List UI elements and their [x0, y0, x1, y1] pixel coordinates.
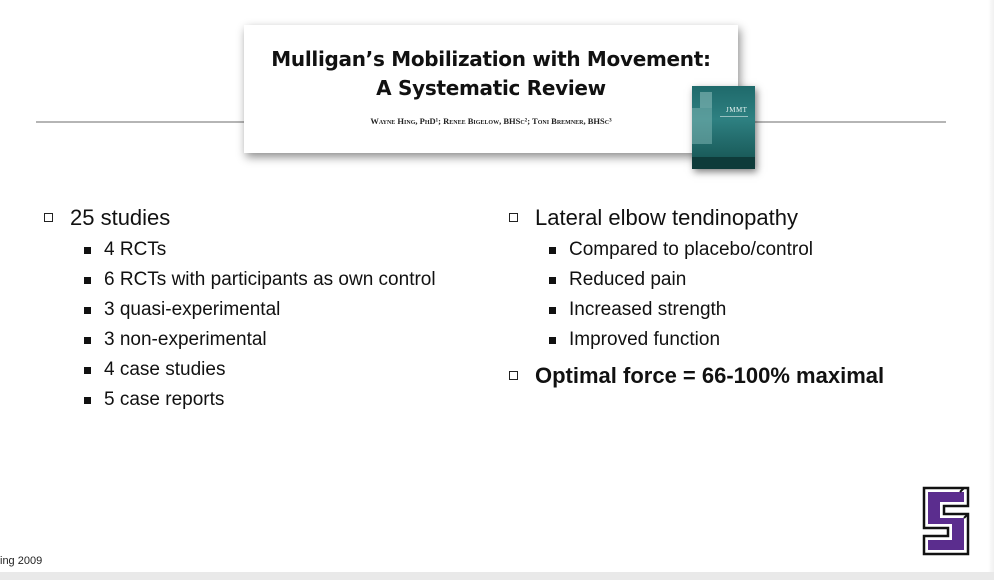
list-item: [507, 295, 884, 325]
filled-square-bullet-icon: [549, 307, 556, 314]
filled-square-bullet-icon: [84, 367, 91, 374]
sub-bullet-list: [507, 235, 884, 355]
list-item-text: Improved function: [569, 329, 721, 350]
filled-square-bullet-icon: [84, 277, 91, 284]
hollow-square-bullet-icon: [509, 371, 518, 380]
list-item: [507, 265, 884, 295]
journal-name: JMMT: [726, 106, 748, 114]
slide-edge-shadow: [988, 0, 994, 572]
highlight-bullet: [507, 361, 884, 391]
filled-square-bullet-icon: [84, 337, 91, 344]
paper-title-line-1: Mulligan’s Mobilization with Movement:: [271, 47, 711, 71]
list-item-text: 6 RCTs with participants as own control: [104, 269, 436, 290]
filled-square-bullet-icon: [549, 277, 556, 284]
list-item-text: Reduced pain: [569, 269, 687, 290]
hollow-square-bullet-icon: [509, 213, 518, 222]
list-item-text: 5 case reports: [104, 389, 225, 410]
cover-decoration: [692, 108, 712, 144]
filled-square-bullet-icon: [84, 247, 91, 254]
main-bullet-text: 25 studies: [70, 205, 171, 230]
cover-band: [692, 157, 755, 169]
paper-authors: Wayne Hing, PhD¹; Renee Bigelow, BHSc²; Toni Bremner, BHSc³: [370, 116, 612, 126]
list-item-text: 3 non-experimental: [104, 329, 267, 350]
main-bullet: [42, 203, 436, 233]
cover-decoration: [700, 92, 712, 108]
filled-square-bullet-icon: [549, 247, 556, 254]
main-bullet: [507, 203, 884, 233]
left-column: [42, 203, 436, 415]
s-shield-logo-icon: [918, 484, 974, 558]
list-item: [42, 235, 436, 265]
list-item: [42, 385, 436, 415]
hollow-square-bullet-icon: [44, 213, 53, 222]
list-item: [42, 295, 436, 325]
list-item-text: Increased strength: [569, 299, 727, 320]
list-item-text: 3 quasi-experimental: [104, 299, 281, 320]
highlight-bullet-text: Optimal force = 66-100% maximal: [535, 363, 885, 388]
list-item: [42, 265, 436, 295]
paper-title: [244, 45, 738, 103]
filled-square-bullet-icon: [84, 397, 91, 404]
footer-citation: ing 2009: [0, 555, 43, 567]
list-item: [42, 355, 436, 385]
list-item-text: Compared to placebo/control: [569, 239, 813, 260]
filled-square-bullet-icon: [549, 337, 556, 344]
list-item: [42, 325, 436, 355]
list-item-text: 4 case studies: [104, 359, 226, 380]
sub-bullet-list: [42, 235, 436, 415]
journal-cover-image: [692, 86, 755, 169]
main-bullet-text: Lateral elbow tendinopathy: [535, 205, 798, 230]
cover-stripe: [720, 116, 748, 117]
paper-header-card: [244, 25, 738, 153]
list-item: [507, 325, 884, 355]
paper-title-line-2: A Systematic Review: [376, 76, 606, 100]
right-column: [507, 203, 884, 391]
list-item: [507, 235, 884, 265]
list-item-text: 4 RCTs: [104, 239, 167, 260]
filled-square-bullet-icon: [84, 307, 91, 314]
